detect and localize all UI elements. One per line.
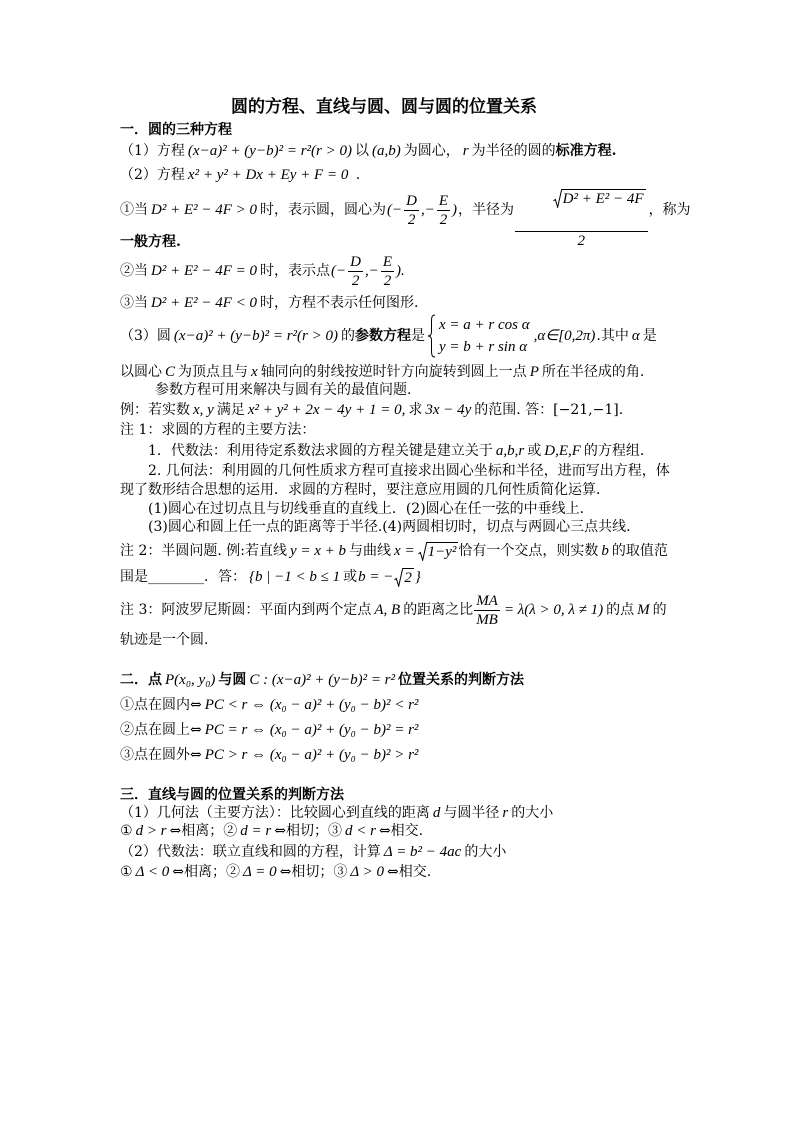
center-property-line-1 xyxy=(148,499,594,519)
math-expression: PC < r ⇔ (x₀ − a)² + (y₀ − b)² < r² xyxy=(204,697,419,713)
fraction xyxy=(348,253,363,290)
text: 与圆半径 xyxy=(443,805,500,821)
text: 或 xyxy=(527,443,542,459)
text: .其中 xyxy=(596,328,629,344)
math-expression: y = x + b xyxy=(289,543,347,559)
text: 现了数形结合思想的运用．求圆的方程时，要注意应用圆的几何性质简化运算． xyxy=(120,482,610,498)
math-symbol: (− xyxy=(331,263,347,279)
distance-relation-line xyxy=(120,821,423,841)
math-expression: D² + E² − 4F < 0 xyxy=(151,295,258,311)
text: (3)圆心和圆上任一点的距离等于半径.(4)两圆相切时，切点与两圆心三点共线. xyxy=(148,519,631,535)
text: 注 1：求圆的方程的主要方法： xyxy=(120,422,316,438)
text: ⇔相切；③ xyxy=(274,823,342,839)
radical-sign xyxy=(553,189,562,208)
geometric-method-line xyxy=(148,461,670,481)
equation-row-y: y = b + r sin α xyxy=(438,339,528,355)
point-on-circle-line xyxy=(120,720,421,740)
center-property-line-2 xyxy=(148,517,631,537)
text: 是 xyxy=(410,328,425,344)
math-expression: x xyxy=(251,364,258,380)
text: 满足 xyxy=(216,402,245,418)
math-expression: Δ = b² − 4ac xyxy=(383,844,462,860)
text: 二．点 xyxy=(120,672,162,688)
text: ⇔相交. xyxy=(378,823,424,839)
math-expression: ,α∈[0,2π) xyxy=(533,328,596,344)
algebraic-method-line xyxy=(148,441,654,461)
section-1-heading: 一．圆的三种方程 xyxy=(120,122,232,138)
section-2-heading xyxy=(120,670,524,690)
math-expression: r xyxy=(462,143,469,159)
parametric-equation-line xyxy=(120,313,657,359)
discriminant-relation-line xyxy=(120,862,431,882)
radicand: 1−y² xyxy=(427,543,457,560)
equation-rows xyxy=(436,314,533,358)
math-expression: (a,b) xyxy=(371,143,401,159)
math-expression: = λ(λ > 0, λ ≠ 1) xyxy=(503,602,604,618)
text: ①点在圆内⇔ xyxy=(120,697,202,713)
math-expression: {b | −1 < b ≤ 1 xyxy=(249,569,341,585)
note-2-line xyxy=(120,539,668,563)
note-3-line xyxy=(120,589,667,631)
text: ，称为 xyxy=(648,202,691,218)
numerator: MA xyxy=(476,592,498,609)
math-expression: (x−a)² + (y−b)² = r²(r > 0) xyxy=(187,143,352,159)
text: 的方程组． xyxy=(583,443,654,459)
parametric-system xyxy=(427,314,533,358)
text: 的 xyxy=(340,328,355,344)
fraction xyxy=(437,192,450,229)
text: 恰有一个交点，则实数 xyxy=(458,543,599,559)
numerator: E xyxy=(438,192,449,209)
denominator: MB xyxy=(476,611,498,628)
text: 的取值范 xyxy=(611,543,668,559)
text: . xyxy=(351,167,361,183)
math-expression: x² + y² + 2x − 4y + 1 = 0, xyxy=(247,402,406,418)
math-expression: (x−a)² + (y−b)² = r²(r > 0) xyxy=(173,328,338,344)
text: 求 xyxy=(408,402,423,418)
text: 注 3：阿波罗尼斯圆：平面内到两个定点 xyxy=(120,602,372,618)
math-expression: M xyxy=(637,602,650,618)
note-3-continued-line xyxy=(120,630,208,650)
radical-sign xyxy=(418,542,427,561)
numerator: D xyxy=(350,253,361,270)
text: ②点在圆上⇔ xyxy=(120,722,202,738)
denominator: 2 xyxy=(577,232,586,249)
math-expression: P(x₀, y₀) xyxy=(165,672,216,688)
fraction xyxy=(404,192,419,229)
radicand: D² + E² − 4F xyxy=(562,190,644,207)
radical-stroke xyxy=(553,189,562,207)
text: 与曲线 xyxy=(349,543,392,559)
text: 的 xyxy=(652,602,667,618)
math-expression: 3x − 4y xyxy=(425,402,472,418)
text: 2. 几何法：利用圆的几何性质求方程可直接求出圆心坐标和半径，进而写出方程，体 xyxy=(148,463,670,479)
math-symbol: ) xyxy=(452,202,458,218)
bold-term-parametric-equation: 参数方程 xyxy=(354,328,411,344)
math-expression: x² + y² + Dx + Ey + F = 0 xyxy=(187,167,349,183)
math-expression: P xyxy=(529,364,539,380)
text: 与圆 xyxy=(218,672,247,688)
radical-sign xyxy=(394,568,403,587)
standard-equation-line xyxy=(120,141,616,161)
text: 时，表示点 xyxy=(260,263,331,279)
text: 为圆心， xyxy=(403,143,460,159)
numerator: D xyxy=(406,192,417,209)
radius-fraction xyxy=(515,171,648,250)
text: 的大小 xyxy=(464,844,507,860)
section-3-heading: 三．直线与圆的位置关系的判断方法 xyxy=(120,787,344,803)
note-1-line xyxy=(120,420,315,440)
denominator: 2 xyxy=(439,211,448,228)
text: 或 xyxy=(343,569,358,585)
math-expression: Δ < 0 xyxy=(135,864,170,880)
math-expression: d xyxy=(432,805,441,821)
general-equation-term-line xyxy=(120,232,181,252)
text: 位置关系的判断方法 xyxy=(398,672,525,688)
math-expression: d < r xyxy=(344,823,376,839)
square-root xyxy=(418,542,459,561)
text: 例：若实数 xyxy=(120,402,190,418)
note-2-answer-line xyxy=(120,565,422,589)
text: 时，表示圆，圆心为 xyxy=(260,202,387,218)
numerator: E xyxy=(382,253,393,270)
page-title: 圆的方程、直线与圆、圆与圆的位置关系 xyxy=(231,97,537,117)
math-expression: C : (x−a)² + (y−b)² = r² xyxy=(249,672,396,688)
text: （1）几何法（主要方法）：比较圆心到直线的距离 xyxy=(120,805,430,821)
radical-stroke xyxy=(395,568,404,586)
math-expression: A, B xyxy=(374,602,401,618)
text: 的距离之比 xyxy=(403,602,474,618)
text: ，半径为 xyxy=(458,202,515,218)
text: ②当 xyxy=(120,263,148,279)
point-inside-line xyxy=(120,695,421,715)
example-line xyxy=(120,400,623,420)
math-expression: a,b,r xyxy=(495,443,525,459)
text: 是 xyxy=(642,328,657,344)
text: 的范围. 答：[−21,−1]. xyxy=(474,402,624,418)
square-root xyxy=(553,189,646,208)
text: 轴同向的射线按逆时针方向旋转到圆上一点 xyxy=(260,364,527,380)
text: ⇔相离；② xyxy=(169,823,238,839)
text: ⇔相交. xyxy=(387,864,432,880)
parametric-angle-line xyxy=(120,362,644,382)
text: 为顶点且与 xyxy=(178,364,249,380)
math-symbol: ,− xyxy=(421,202,435,218)
math-expression: D,E,F xyxy=(544,443,581,459)
distance-ratio-fraction xyxy=(474,592,500,629)
text: ③当 xyxy=(120,295,148,311)
text: ① xyxy=(120,823,133,839)
radical-stroke xyxy=(418,542,427,560)
math-expression: Δ = 0 xyxy=(242,864,277,880)
text: ⇔相切；③ xyxy=(279,864,348,880)
geometric-method-desc-line xyxy=(120,803,553,823)
left-brace xyxy=(427,314,436,358)
denominator: 2 xyxy=(383,272,392,289)
text: （2）方程 xyxy=(120,167,185,183)
text: ．答： xyxy=(204,569,246,585)
text: 所在半径成的角. xyxy=(541,364,645,380)
text: (1)圆心在过切点且与切线垂直的直线上．(2)圆心在任一弦的中垂线上． xyxy=(148,501,594,517)
numerator xyxy=(515,171,648,232)
math-expression: x, y xyxy=(193,402,214,418)
math-symbol: ). xyxy=(396,263,405,279)
math-expression: x = xyxy=(394,543,415,559)
math-expression: d > r xyxy=(135,823,167,839)
text: 参数方程可用来解决与圆有关的最值问题. xyxy=(155,382,412,398)
brace-stroke xyxy=(428,315,435,357)
general-case-zero-line xyxy=(120,251,406,291)
math-symbol: ,− xyxy=(365,263,379,279)
text: 为半径的圆的 xyxy=(471,143,556,159)
point-outside-line xyxy=(120,745,421,765)
algebraic-method-desc-line xyxy=(120,842,506,862)
text: 轨迹是一个圆. xyxy=(120,632,209,648)
text: ① xyxy=(120,864,133,880)
math-expression: d = r xyxy=(240,823,272,839)
text: 以 xyxy=(354,143,369,159)
math-expression: D² + E² − 4F > 0 xyxy=(151,202,258,218)
text: ③点在圆外⇔ xyxy=(120,747,202,763)
text: 以圆心 xyxy=(120,364,162,380)
math-expression: α xyxy=(631,328,640,344)
math-expression: b xyxy=(601,543,609,559)
radicand: 2 xyxy=(404,569,412,586)
parametric-usage-line xyxy=(155,380,411,400)
math-expression: C xyxy=(165,364,176,380)
square-root xyxy=(394,568,414,587)
equation-row-x: x = a + r cos α xyxy=(438,317,530,333)
text: 时，方程不表示任何图形. xyxy=(260,295,419,311)
text: （3）圆 xyxy=(120,328,171,344)
math-symbol: } xyxy=(414,569,421,585)
denominator: 2 xyxy=(407,211,416,228)
text: 的大小 xyxy=(511,805,554,821)
denominator: 2 xyxy=(351,272,360,289)
text: 的点 xyxy=(606,602,635,618)
text: 注 2：半圆问题. 例:若直线 xyxy=(120,543,287,559)
answer-blank: ________ xyxy=(148,569,204,585)
bold-term-standard-equation: 标准方程. xyxy=(555,143,617,159)
text: ⇔相离；② xyxy=(172,864,240,880)
fraction xyxy=(381,253,394,290)
text: ①当 xyxy=(120,202,148,218)
geometric-method-continued-line xyxy=(120,480,610,500)
bold-term-general-equation: 一般方程. xyxy=(120,234,181,250)
general-case-negative-line xyxy=(120,293,418,313)
math-expression: Δ > 0 xyxy=(350,864,384,880)
general-equation-line xyxy=(120,165,360,185)
text: （2）代数法：联立直线和圆的方程，计算 xyxy=(120,844,381,860)
math-symbol: (− xyxy=(387,202,403,218)
math-expression: D² + E² − 4F = 0 xyxy=(151,263,258,279)
math-expression: r xyxy=(502,805,509,821)
math-expression: b = − xyxy=(358,569,394,585)
text: 1．代数法：利用待定系数法求圆的方程关键是建立关于 xyxy=(148,443,493,459)
math-expression: PC > r ⇔ (x₀ − a)² + (y₀ − b)² > r² xyxy=(204,747,419,763)
math-expression: PC = r ⇔ (x₀ − a)² + (y₀ − b)² = r² xyxy=(204,722,419,738)
text: 围是 xyxy=(120,569,148,585)
text: （1）方程 xyxy=(120,143,185,159)
